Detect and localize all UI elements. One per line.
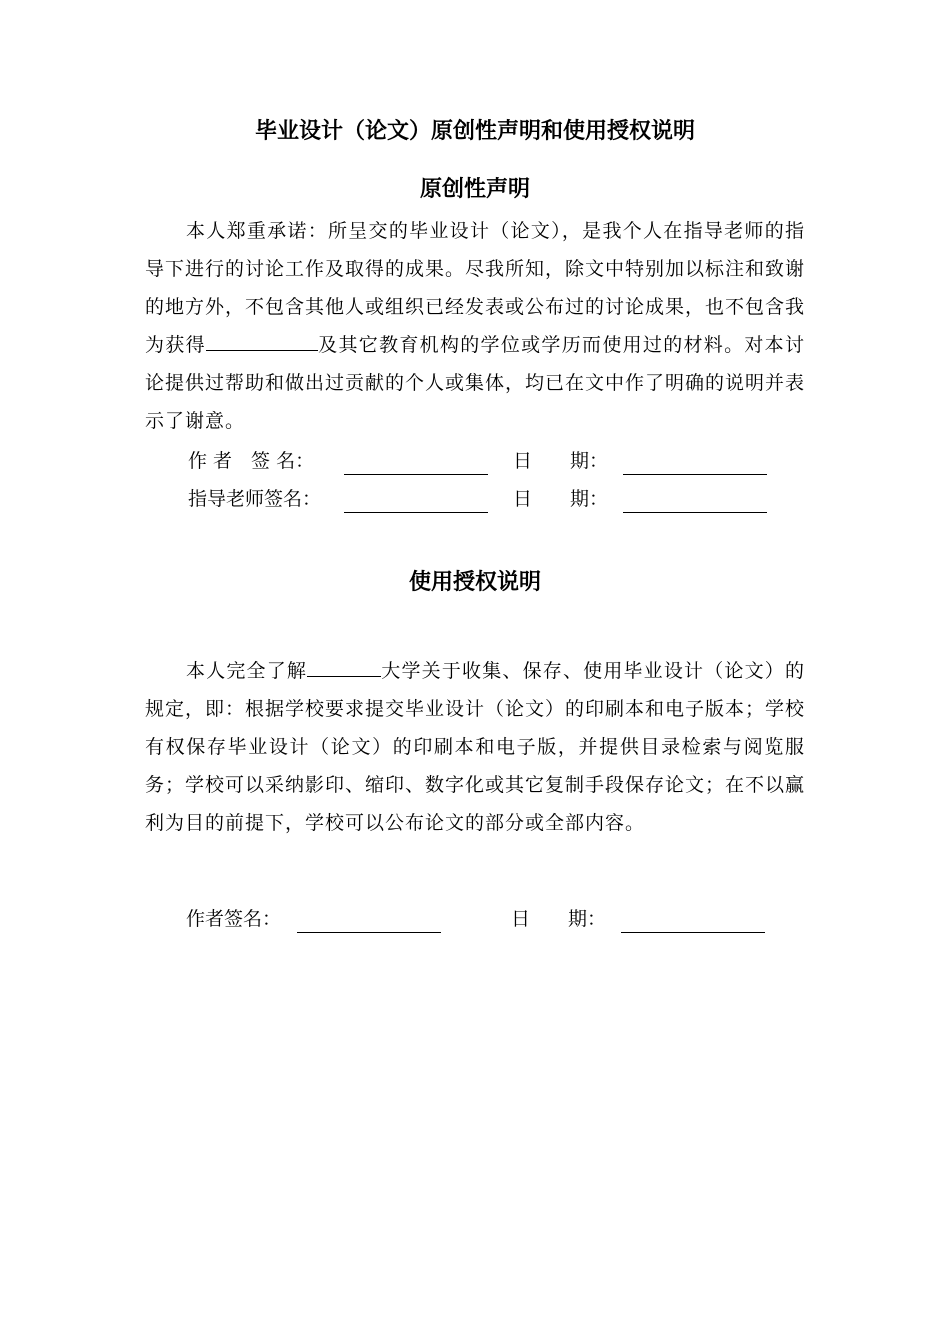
authorization-text-1: 本人完全了解 xyxy=(186,660,308,682)
authorization-heading: 使用授权说明 xyxy=(408,570,541,595)
originality-heading: 原创性声明 xyxy=(419,177,530,202)
date-label: 日 期： xyxy=(513,450,609,472)
author-signature-line[interactable] xyxy=(344,474,488,475)
university-blank-line[interactable] xyxy=(307,654,381,677)
author-sign-label: 作者签名： xyxy=(186,908,282,930)
originality-text-2: 及其它教育机构的学位或学历而使用过的材料。对本讨论提供过帮助和做出过贡献的个人或集体，均已在文中作了明确的说明并表示了谢意。 xyxy=(145,334,806,432)
author-signature-line[interactable] xyxy=(297,932,441,933)
advisor-signature-line[interactable] xyxy=(344,512,488,513)
date-line[interactable] xyxy=(623,474,767,475)
originality-statement xyxy=(145,212,805,440)
institution-blank-line[interactable] xyxy=(206,328,318,351)
date-label: 日 期： xyxy=(513,488,609,510)
document-title: 毕业设计（论文）原创性声明和使用授权说明 xyxy=(254,119,695,144)
authorization-text-2: 大学关于收集、保存、使用毕业设计（论文）的规定，即：根据学校要求提交毕业设计（论文）的印刷本和电子版本；学校有权保存毕业设计（论文）的印刷本和电子版，并提供目录检索与阅览服务；学校可以采纳影印、缩印、数字化或其它复制手段保存论文；在不以赢利为目的前提下，学校可以公布论文的部分或全部内容。 xyxy=(145,660,806,834)
originality-text-1: 本人郑重承诺：所呈交的毕业设计（论文），是我个人在指导老师的指导下进行的讨论工作及取得的成果。尽我所知，除文中特别加以标注和致谢的地方外，不包含其他人或组织已经发表或公布过的讨论成果，也不包含我为获得 xyxy=(145,220,806,356)
date-line[interactable] xyxy=(621,932,765,933)
author-sign-label: 作 者 签 名： xyxy=(188,450,315,472)
advisor-sign-label: 指导老师签名： xyxy=(188,488,322,510)
date-line[interactable] xyxy=(623,512,767,513)
authorization-statement xyxy=(145,652,805,842)
date-label: 日 期： xyxy=(511,908,607,930)
